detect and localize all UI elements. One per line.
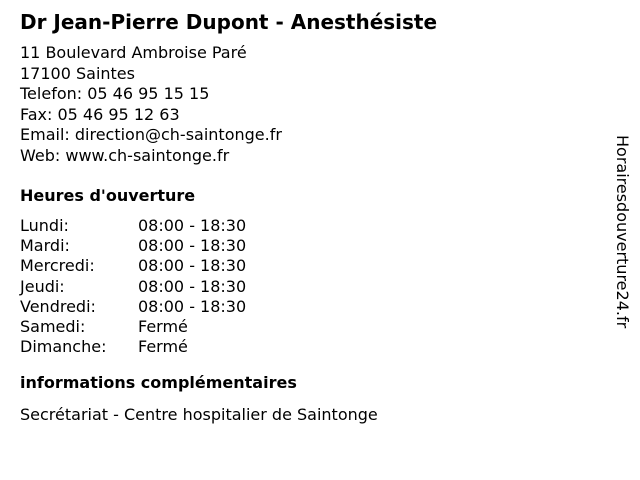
time-value: 08:00 - 18:30	[138, 236, 247, 256]
info-heading: informations complémentaires	[20, 373, 297, 393]
day-label: Vendredi:	[20, 296, 96, 316]
contact-block	[20, 43, 590, 166]
phone-line: Telefon: 05 46 95 15 15	[20, 84, 210, 103]
hours-row-saturday	[20, 317, 590, 337]
web-line: Web: www.ch-saintonge.fr	[20, 145, 230, 165]
fax-line: Fax: 05 46 95 12 63	[20, 104, 180, 124]
hours-row-sunday	[20, 337, 590, 357]
email-line: Email: direction@ch-saintonge.fr	[20, 125, 282, 144]
day-label: Mardi:	[20, 236, 70, 256]
time-value: Fermé	[138, 316, 188, 336]
day-label: Jeudi:	[20, 276, 65, 296]
time-value: 08:00 - 18:30	[138, 296, 247, 316]
time-value: 08:00 - 18:30	[138, 276, 247, 296]
page-title: Dr Jean-Pierre Dupont - Anesthésiste	[20, 10, 438, 34]
time-value: Fermé	[138, 337, 188, 357]
day-label: Mercredi:	[20, 256, 95, 276]
address-street: 11 Boulevard Ambroise Paré	[20, 43, 247, 62]
hours-row-wednesday	[20, 256, 590, 276]
listing-page	[20, 10, 590, 425]
day-label: Lundi:	[20, 216, 69, 235]
hours-row-thursday	[20, 277, 590, 297]
hours-row-tuesday	[20, 236, 590, 256]
hours-heading: Heures d'ouverture	[20, 186, 196, 205]
day-label: Dimanche:	[20, 337, 107, 357]
day-label: Samedi:	[20, 316, 86, 336]
side-brand-text: Horairesdouverture24.fr	[613, 135, 632, 329]
hours-row-friday	[20, 297, 590, 317]
hours-row-monday	[20, 216, 590, 236]
info-text: Secrétariat - Centre hospitalier de Saintonge	[20, 405, 378, 425]
time-value: 08:00 - 18:30	[138, 216, 247, 235]
address-city: 17100 Saintes	[20, 63, 135, 83]
time-value: 08:00 - 18:30	[138, 256, 247, 276]
hours-table	[20, 216, 590, 357]
